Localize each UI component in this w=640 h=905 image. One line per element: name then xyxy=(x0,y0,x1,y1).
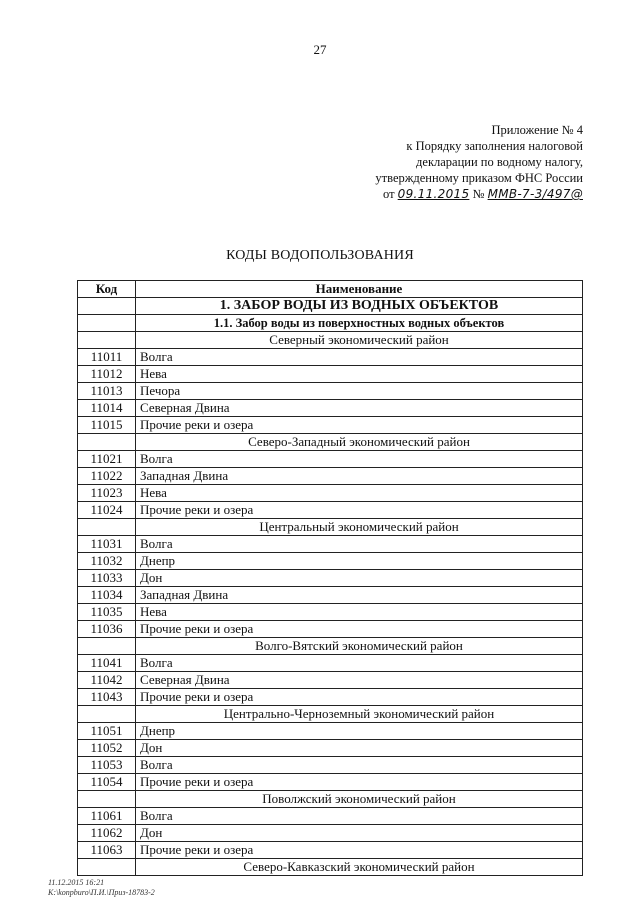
subsection-heading: 1.1. Забор воды из поверхностных водных объектов xyxy=(136,315,583,332)
region-heading: Северный экономический район xyxy=(136,332,583,349)
code-cell: 11022 xyxy=(78,468,136,485)
name-cell: Северная Двина xyxy=(136,672,583,689)
name-cell: Днепр xyxy=(136,553,583,570)
empty-code-cell xyxy=(78,434,136,451)
code-cell: 11014 xyxy=(78,400,136,417)
document-title: КОДЫ ВОДОПОЛЬЗОВАНИЯ xyxy=(226,248,414,263)
appendix-line-2: к Порядку заполнения налоговой xyxy=(406,139,583,153)
name-cell: Волга xyxy=(136,808,583,825)
table-row xyxy=(78,672,583,689)
table-row xyxy=(78,383,583,400)
table-row xyxy=(78,604,583,621)
from-label: от xyxy=(382,187,395,201)
name-cell: Волга xyxy=(136,451,583,468)
table-row xyxy=(78,349,583,366)
table-header-row xyxy=(78,281,583,298)
order-number: ММВ-7-3/497@ xyxy=(487,187,583,201)
code-cell: 11032 xyxy=(78,553,136,570)
code-cell: 11011 xyxy=(78,349,136,366)
code-cell: 11051 xyxy=(78,723,136,740)
appendix-line-4: утвержденному приказом ФНС России xyxy=(375,171,583,185)
name-cell: Прочие реки и озера xyxy=(136,502,583,519)
empty-code-cell xyxy=(78,791,136,808)
footer-stamp xyxy=(48,878,155,898)
region-heading: Волго-Вятский экономический район xyxy=(136,638,583,655)
code-cell: 11054 xyxy=(78,774,136,791)
code-cell: 11015 xyxy=(78,417,136,434)
table-body xyxy=(78,298,583,876)
code-cell: 11034 xyxy=(78,587,136,604)
name-cell: Печора xyxy=(136,383,583,400)
appendix-line-3: декларации по водному налогу, xyxy=(416,155,583,169)
empty-code-cell xyxy=(78,859,136,876)
empty-code-cell xyxy=(78,315,136,332)
name-cell: Нева xyxy=(136,604,583,621)
region-heading: Северо-Кавказский экономический район xyxy=(136,859,583,876)
region-heading: Северо-Западный экономический район xyxy=(136,434,583,451)
page-number: 27 xyxy=(313,42,327,57)
table-row xyxy=(78,723,583,740)
region-row xyxy=(78,519,583,536)
column-header-code: Код xyxy=(78,281,136,298)
code-cell: 11031 xyxy=(78,536,136,553)
region-row xyxy=(78,706,583,723)
name-cell: Дон xyxy=(136,825,583,842)
name-cell: Северная Двина xyxy=(136,400,583,417)
code-cell: 11062 xyxy=(78,825,136,842)
code-cell: 11024 xyxy=(78,502,136,519)
name-cell: Прочие реки и озера xyxy=(136,842,583,859)
region-row xyxy=(78,791,583,808)
table-row xyxy=(78,570,583,587)
name-cell: Западная Двина xyxy=(136,468,583,485)
table-row xyxy=(78,400,583,417)
section-row xyxy=(78,298,583,315)
appendix-label: Приложение № 4 xyxy=(491,123,583,137)
code-cell: 11013 xyxy=(78,383,136,400)
order-date: 09.11.2015 xyxy=(397,187,470,201)
footer-timestamp: 11.12.2015 16:21 xyxy=(48,878,105,887)
table-row xyxy=(78,621,583,638)
code-cell: 11036 xyxy=(78,621,136,638)
name-cell: Днепр xyxy=(136,723,583,740)
empty-code-cell xyxy=(78,706,136,723)
name-cell: Волга xyxy=(136,536,583,553)
name-cell: Волга xyxy=(136,349,583,366)
code-cell: 11033 xyxy=(78,570,136,587)
code-cell: 11063 xyxy=(78,842,136,859)
name-cell: Прочие реки и озера xyxy=(136,621,583,638)
region-heading: Центрально-Черноземный экономический район xyxy=(136,706,583,723)
table-row xyxy=(78,740,583,757)
appendix-header xyxy=(333,122,583,202)
table-row xyxy=(78,825,583,842)
column-header-name: Наименование xyxy=(136,281,583,298)
code-cell: 11061 xyxy=(78,808,136,825)
water-use-codes-table xyxy=(77,280,583,876)
code-cell: 11021 xyxy=(78,451,136,468)
region-row xyxy=(78,434,583,451)
table-row xyxy=(78,689,583,706)
empty-code-cell xyxy=(78,332,136,349)
region-row xyxy=(78,859,583,876)
empty-code-cell xyxy=(78,638,136,655)
footer-file-path: К:\konpburo\П.И.\Приз-18783-2 xyxy=(48,888,155,897)
name-cell: Волга xyxy=(136,655,583,672)
table-row xyxy=(78,808,583,825)
code-cell: 11023 xyxy=(78,485,136,502)
name-cell: Нева xyxy=(136,366,583,383)
code-cell: 11043 xyxy=(78,689,136,706)
name-cell: Дон xyxy=(136,740,583,757)
name-cell: Западная Двина xyxy=(136,587,583,604)
number-label: № xyxy=(472,187,485,201)
table-row xyxy=(78,417,583,434)
empty-code-cell xyxy=(78,298,136,315)
table-row xyxy=(78,655,583,672)
name-cell: Прочие реки и озера xyxy=(136,689,583,706)
table-row xyxy=(78,587,583,604)
table-row xyxy=(78,774,583,791)
section-heading: 1. ЗАБОР ВОДЫ ИЗ ВОДНЫХ ОБЪЕКТОВ xyxy=(136,298,583,315)
region-heading: Центральный экономический район xyxy=(136,519,583,536)
table-row xyxy=(78,366,583,383)
table-row xyxy=(78,485,583,502)
table-row xyxy=(78,536,583,553)
name-cell: Прочие реки и озера xyxy=(136,774,583,791)
table-row xyxy=(78,553,583,570)
table-row xyxy=(78,757,583,774)
table-row xyxy=(78,451,583,468)
code-cell: 11035 xyxy=(78,604,136,621)
order-reference xyxy=(333,186,583,202)
name-cell: Прочие реки и озера xyxy=(136,417,583,434)
region-row xyxy=(78,332,583,349)
empty-code-cell xyxy=(78,519,136,536)
code-cell: 11012 xyxy=(78,366,136,383)
subsection-row xyxy=(78,315,583,332)
table-row xyxy=(78,468,583,485)
code-cell: 11041 xyxy=(78,655,136,672)
region-heading: Поволжский экономический район xyxy=(136,791,583,808)
code-cell: 11042 xyxy=(78,672,136,689)
code-cell: 11052 xyxy=(78,740,136,757)
name-cell: Нева xyxy=(136,485,583,502)
region-row xyxy=(78,638,583,655)
code-cell: 11053 xyxy=(78,757,136,774)
name-cell: Волга xyxy=(136,757,583,774)
table-row xyxy=(78,842,583,859)
table-row xyxy=(78,502,583,519)
name-cell: Дон xyxy=(136,570,583,587)
